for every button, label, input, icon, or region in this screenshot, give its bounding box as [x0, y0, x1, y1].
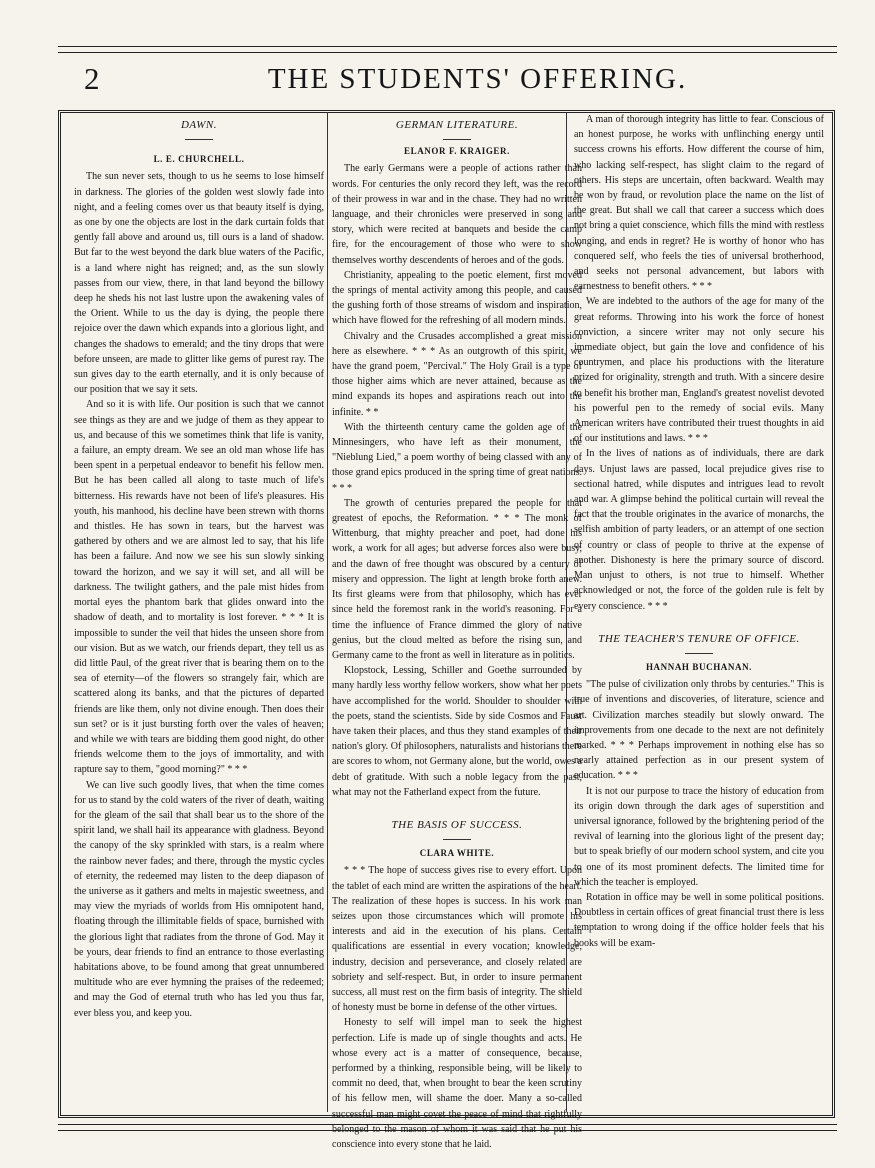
paragraph: "The pulse of civilization only throbs by centuries." This is true of inventions and discoveries, of literature, science and art. Civilization marches steadily but slowly onward. The improvements from one decade to the next are not definitely marked. * * * Perhaps improvement in nothing else has so nearly attained perfection as in our present system of education. * * *: [574, 679, 824, 782]
paragraph: It is not our purpose to trace the history of education from its origin down through the dark ages of superstition and universal ignorance, followed by the brightening period of the revival of learning into the glorious light of the present day; but to speak briefly of our modern school system, and cite you to one of its most prominent defects. The limited time for which the teacher is employed.: [574, 785, 824, 888]
bottom-rule: [58, 1124, 837, 1131]
article-title-dawn: DAWN.: [180, 119, 217, 131]
paragraph: The early Germans were a people of actions rather than words. For centuries the only record they left, was the record of their prowess in war and in the chase. They had no written language, and their chronicles were preserved in song and story, which were recited at banquets and beside the camp fire, for the encouragement of those who were to show themselves worthy descendents of heroes and of the gods.: [332, 163, 582, 266]
title-rule: [443, 839, 471, 840]
title-rule: [685, 653, 713, 654]
paragraph: Rotation in office may be well in some political positions. Doubtless in certain offices of great financial trust there is less temptation to wrong doing if the office holder feels that his books will be exam-: [574, 891, 824, 949]
title-rule: [185, 139, 213, 140]
column-2: [332, 112, 582, 1150]
paragraph: We can live such goodly lives, that when the time comes for us to stand by the cold waters of the river of death, waiting for the gleam of the sail that shall bear us to the shore of the spirit land, we shall hail its appearance with gladness. Beyond the canopy of the sky sprinkled with stars, is a realm where the rainbow never fades; and there, through the mystic cycles of eternity, the redeemed may listen to the deep diapason of the universe as it gathers and melts in majestic sweetness, and may view the myriads of worlds from His omnipotent hand, floating through the illimitable fields of space, burnished with the glorious light that radiates from the throne of God. May it be yours, dear friends to find an entrance to those everlasting habitations above, to be found among that great unnumbered multitude who are ever hymning the praises of the redeemed; and may the God of eternal truth who has led you thus far, ever bless you, and keep you.: [74, 779, 324, 1019]
author-success: CLARA WHITE.: [419, 848, 495, 859]
paragraph: Christianity, appealing to the poetic element, first moved the springs of mental activity among this people, and caused the gushing forth of those streams of wisdom and inspiration, which have flowed for the refreshing of all modern minds.: [332, 269, 582, 327]
masthead-title: THE STUDENTS' OFFERING.: [267, 63, 688, 95]
paragraph: Chivalry and the Crusades accomplished a great mission here as elsewhere. * * * As an outgrowth of this spirit, we have the grand poem, "Percival." The Holy Grail is a type of those higher aims which are never attained, because as the mind expands its hopes and aspirations reach out into the infinite. * *: [332, 330, 582, 418]
article-title-german: GERMAN LITERATURE.: [395, 119, 519, 131]
paragraph: The growth of centuries prepared the people for that greatest of epochs, the Reformation. * * * The monk of Wittenburg, that mighty preacher and poet, had done his work, a work for all ages; but adverse forces also were busy, and the dawn of free thought was obscured by a century of misery and oppression. The light at length broke forth anew. Its first gleams were from that philosophy, which has ever since held the foremost rank in the world's reasoning. For a time the influence of France dimmed the glory of native genius, but the cloud melted as before the rising sun, and Germany came to the front as well in literature as in politics.: [332, 497, 582, 661]
paragraph: Honesty to self will impel man to seek the highest perfection. Life is made up of single thoughts and acts. He whose every act is a matter of consequence, because, performed by a thinking, responsible being, will be likely to commit no deed, that, when brought to bear the keen scrutiny of his fellow men, will shame the doer. Many a so-called successful man might covet the peace of mind that rightfully belonged to the mason of whom it was said that he put his conscience into every stone that he laid.: [332, 1017, 582, 1150]
author-german: ELANOR F. KRAIGER.: [404, 146, 510, 157]
column-divider: [327, 112, 328, 1112]
author-dawn: L. E. CHURCHELL.: [153, 154, 245, 165]
paragraph: And so it is with life. Our position is such that we cannot see things as they are and we judge of them as they appear to us, and because of this we sometimes think that life is vanity, a failure, an empty dream. We see an old man whose life has been spent in a perpetual endeavor to benefit his fellow men. But he has been called all along to taste much of life's bitterness. His rewards have not been of life's pleasures. His youth, his manhood, his decline have been strewn with thorns and thistles. He has sown in tears, but the harvest was gathered by others and we are almost led to say, that his life has been a failure. And now we see his sun slowly sinking toward the horizon, and we say it will set, and all will be darkness. The twilight gathers, and the pale mist hides from mortal eyes the phantom bark that glides onward into the shadow of death, and to mortality is lost forever. * * * It is impossible to sunder the veil that hides the unseen shore from our vision. But as we watch, our friends depart, they tell us as did little Paul, of the great river that is bearing them on to the sea of eternity—of the flowers so strangely fair, which are scattered along its banks, and that the pictures of departed friends are like them, only not divine enough. Then does their sun set? or is it just bursting forth over the vales of heaven; and while we with tears are bidding them good night, do other friends welcome them to the joys of immortality, and with rapture say to them, "good morning?" * * *: [74, 399, 324, 776]
paragraph: With the thirteenth century came the golden age of the Minnesingers, who have left as their monument, the "Nieblung Lied," a poem worthy of being classed with any of those grand epics produced in the spring time of great nations. * * *: [332, 421, 582, 494]
title-rule: [443, 139, 471, 140]
paragraph: In the lives of nations as of individuals, there are dark days. Unjust laws are passed, local prejudice gives rise to sectional hatred, while disputes and intrigues lead to revolt and war. A glimpse behind the political curtain will reveal the fact that the trouble originates in the avarice of monarchs, the selfish ambition of party leaders, or an attempt of one section of country or class of people to thrive at the expense of another. Dishonesty is here the primary source of discord. Man unjust to others, is not true to himself. Whether acknowledged or not, the force of the golden rule is felt by every conscience. * * *: [574, 448, 824, 612]
paragraph: A man of thorough integrity has little to fear. Conscious of an honest purpose, he works with unflinching energy until success crowns his efforts. How different the course of him, who lacking self-respect, has slight claim to the regard of others. His steps are uncertain, often backward. Wealth may be won by fraud, or revolution place the name on the list of the great. But shall we call that career a success which does not bring a quiet conscience, which fills the mind with restless longing, and ends in regret? He is worthy of honor who has conquered self, who feels the ties of universal brotherhood, and seeks not personal advancement, but labors with earnestness to benefit others. * * *: [574, 114, 824, 293]
page-number: 2: [84, 61, 100, 96]
top-rule: [58, 46, 837, 53]
paragraph: Klopstock, Lessing, Schiller and Goethe surrounded by many hardly less worthy fellow workers, show what her poets have accomplished for the world. Shoulder to shoulder with the poets, stand the scientists. Side by side Cosmos and Faust have taken their places, and thus they stand examples of their nation's glory. Of philosophers, naturalists and historians there are scores to whom, not Germany alone, but the world, owes a debt of gratitude. With such a noble legacy from the past, what may not the Fatherland expect from the future.: [332, 665, 582, 798]
paragraph: * * * The hope of success gives rise to every effort. Upon the tablet of each mind are written the aspirations of the heart. The realization of these hopes is success. In his work man seizes upon those circumstances which will promote his interests and aid in the execution of his plans. Certain qualifications are essential in every vocation; knowledge, industry, decision and perseverance, and closely related are sobriety and self-respect. But, in order to insure permanent success, all must rest on the firm basis of integrity. The shield of honesty must be borne in defense of the other virtues.: [332, 865, 582, 1014]
column-3: [574, 112, 824, 1112]
paragraph: We are indebted to the authors of the age for many of the great reforms. Throwing into his work the force of honest conviction, a sincere writer may not only secure his immediate object, but gain the love and confidence of his countrymen, and place his productions with the literature prized for originality, strength and truth. With a sincere desire to benefit his brother man, England's greatest novelist devoted his powerful pen to the remedy of social evils. Many American writers have contributed their truest thoughts in aid of our institutions and laws. * * *: [574, 296, 824, 445]
column-1: [74, 112, 324, 1112]
article-title-success: THE BASIS OF SUCCESS.: [391, 818, 523, 831]
paragraph: The sun never sets, though to us he seems to lose himself in darkness. The glories of the golden west slowly fade into night, and a feeling comes over us that beauty itself is dying, as one by one the objects are lost in the dark curtain folds that gently fall above and around us, till ours is a land of shadow. But far to the west beyond the dark blue waters of the Pacific, is a land where night has reigned; and, as the sun slowly passes from our view, there, in that land beyond the billowy deep he sheds his not last lustre upon the awakening vales of the Orient. While to us the day is dying, the people there rejoice over the dawn which expands into a glorious light, and changes the shadows to emerald; and the tiny drops that were before unseen, are made to glitter like gems of purest ray. The sun gives day to the earth eternally, and it is only because of our position that we say it sets.: [74, 171, 324, 396]
author-teacher: HANNAH BUCHANAN.: [645, 661, 753, 672]
article-title-teacher: THE TEACHER'S TENURE OF OFFICE.: [598, 632, 800, 645]
